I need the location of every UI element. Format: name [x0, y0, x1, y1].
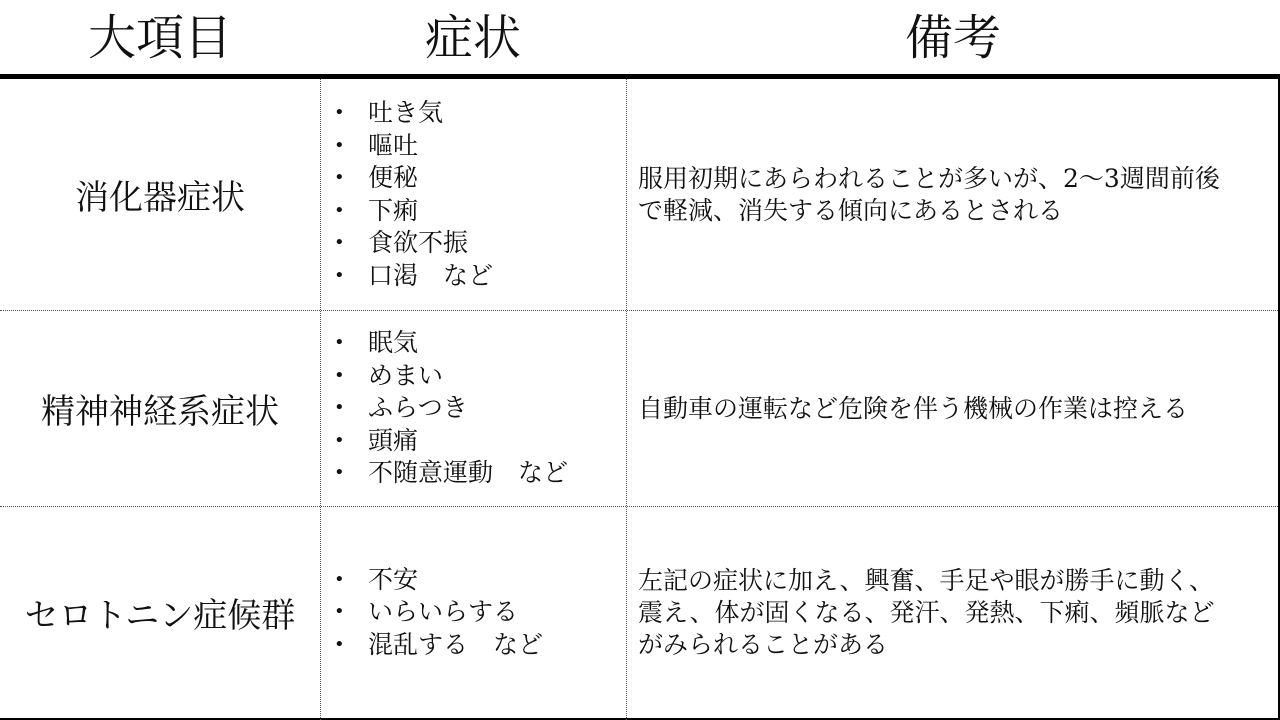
bullet-icon: • — [334, 232, 345, 253]
notes-line: 左記の症状に加え、興奮、手足や眼が勝手に動く、 — [638, 565, 1215, 595]
symptoms-cell — [322, 79, 622, 310]
table-row-serotonin — [0, 507, 1280, 720]
symptom-text: 不随意運動 など — [368, 458, 569, 488]
symptom-item — [322, 425, 568, 458]
notes-text — [638, 565, 1215, 661]
bullet-icon: • — [334, 601, 345, 623]
bullet-icon: • — [334, 264, 345, 286]
table-header — [0, 0, 1280, 76]
symptom-item — [322, 457, 568, 490]
category-cell: 消化器症状 — [75, 178, 245, 218]
symptom-text: いらいらする — [368, 597, 519, 627]
bullet-icon: • — [334, 167, 345, 188]
symptom-item — [322, 130, 493, 163]
column-divider — [626, 79, 627, 720]
bullet-icon: • — [334, 364, 345, 386]
symptom-text: 食欲不振 — [368, 228, 469, 257]
bullet-icon: • — [334, 134, 345, 156]
notes-line: がみられることがある — [638, 629, 889, 659]
notes-line: で軽減、消失する傾向にあるとされる — [638, 195, 1064, 225]
symptom-item — [322, 327, 568, 360]
notes-cell — [638, 507, 1270, 718]
symptom-text: めまい — [368, 360, 444, 390]
symptom-list — [322, 327, 568, 490]
bullet-icon: • — [334, 568, 345, 590]
notes-line: 自動車の運転など危険を伴う機械の作業は控える — [638, 393, 1189, 423]
bullet-icon: • — [334, 429, 345, 451]
symptom-item — [322, 629, 543, 662]
notes-cell — [638, 79, 1270, 310]
table-body — [0, 79, 1280, 720]
symptom-item — [322, 195, 493, 228]
bullet-icon: • — [334, 199, 345, 221]
symptoms-cell — [322, 507, 622, 718]
symptom-text: 口渇 など — [368, 260, 494, 290]
bullet-icon: • — [334, 102, 345, 123]
bullet-icon: • — [334, 332, 345, 354]
header-notes: 備考 — [904, 10, 1001, 66]
bullet-icon: • — [334, 633, 345, 655]
symptom-text: 頭痛 — [368, 425, 419, 455]
notes-cell — [638, 311, 1270, 506]
symptom-list — [322, 564, 543, 662]
header-category: 大項目 — [87, 10, 232, 66]
table-row-digestive — [0, 79, 1280, 311]
symptom-text: 嘔吐 — [368, 130, 419, 160]
notes-line: 服用初期にあらわれることが多いが、2～3週間前後 — [638, 163, 1220, 193]
symptom-item — [322, 260, 493, 293]
symptom-item — [322, 227, 493, 260]
symptom-item — [322, 392, 568, 425]
notes-text — [638, 163, 1220, 227]
symptom-text: 下痢 — [368, 195, 419, 225]
bullet-icon: • — [334, 462, 345, 484]
category-cell: 精神神経系症状 — [41, 392, 279, 432]
symptom-text: 混乱する など — [368, 629, 544, 659]
table-row-neuro — [0, 311, 1280, 507]
symptom-item — [322, 360, 568, 393]
notes-line: 震え、体が固くなる、発汗、発熱、下痢、頻脈など — [638, 597, 1215, 627]
symptom-text: 眠気 — [368, 328, 419, 358]
symptom-item — [322, 596, 543, 629]
column-divider — [320, 79, 321, 720]
symptom-text: 吐き気 — [368, 98, 444, 127]
symptom-list — [322, 97, 493, 292]
symptoms-cell — [322, 311, 622, 506]
bullet-icon: • — [334, 397, 345, 419]
symptom-item — [322, 564, 543, 597]
symptom-text: 不安 — [368, 564, 419, 594]
category-cell: セロトニン症候群 — [24, 596, 296, 636]
symptom-item — [322, 97, 493, 130]
notes-text — [638, 393, 1188, 425]
symptom-text: ふらつき — [368, 393, 468, 423]
header-symptoms: 症状 — [424, 10, 521, 66]
symptom-item — [322, 162, 493, 195]
symptom-text: 便秘 — [368, 163, 419, 192]
